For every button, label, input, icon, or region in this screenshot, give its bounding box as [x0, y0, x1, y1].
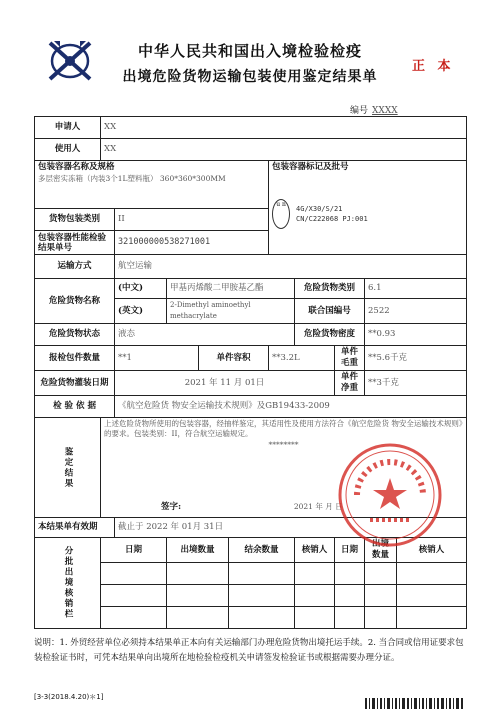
applicant-label: 申请人 — [35, 117, 101, 139]
gross-value: **5.6千克 — [365, 346, 467, 371]
net-label: 单件净重 — [335, 371, 365, 396]
container-name-cell — [35, 161, 269, 209]
barcode-icon — [365, 698, 465, 709]
col-verifier-2: 核销人 — [397, 538, 467, 563]
state-label: 危险货物状态 — [35, 324, 115, 346]
official-seal-icon — [335, 440, 445, 550]
basis-label: 检 验 依 据 — [35, 396, 115, 418]
shipment-label: 分批出境核销栏 — [35, 538, 101, 629]
pack-date-value: 2021 年 11 月 01日 — [115, 371, 335, 396]
original-copy-label: 正 本 — [412, 59, 455, 74]
goods-name-cn: 甲基丙烯酸二甲胺基乙酯 — [167, 279, 295, 299]
unit-vol-value: **3.2L — [269, 346, 335, 371]
pkg-class-label: 货物包装类别 — [35, 209, 115, 231]
goods-name-en: 2-Dimethyl aminoethyl methacrylate — [167, 299, 295, 324]
serial-number — [350, 103, 398, 116]
gross-label: 单件毛重 — [335, 346, 365, 371]
col-out-qty-1: 出境数量 — [167, 538, 229, 563]
valid-label: 本结果单有效期 — [35, 518, 115, 538]
density-value: **0.93 — [365, 324, 467, 346]
un-no-value: 2522 — [365, 299, 467, 324]
basis-value: 《航空危险货 物安全运输技术规则》及GB19433-2009 — [115, 396, 467, 418]
container-name-label: 包装容器名称及规格 — [38, 162, 115, 172]
container-mark-label: 包装容器标记及批号 — [272, 162, 349, 172]
mark-line-1: 4G/X30/S/21 — [296, 205, 343, 213]
col-balance-1: 结余数量 — [229, 538, 295, 563]
sign-date: 2021 年 月 日 — [293, 502, 343, 511]
col-date-2: 日期 — [335, 538, 365, 563]
document-title: 中华人民共和国出入境检验检疫 — [137, 42, 362, 60]
hazard-class-value: 6.1 — [365, 279, 467, 299]
unit-vol-label: 单件容积 — [199, 346, 269, 371]
document-subtitle: 出境危险货物运输包装使用鉴定结果单 — [122, 69, 378, 85]
sign-label: 签字: — [161, 502, 182, 512]
serial-label: 编号 — [350, 106, 369, 116]
un-no-label: 联合国编号 — [295, 299, 365, 324]
density-label: 危险货物密度 — [295, 324, 365, 346]
en-tag: (英文) — [115, 299, 167, 324]
transport-label: 运输方式 — [35, 255, 115, 279]
pack-date-label: 危险货物灌装日期 — [35, 371, 115, 396]
goods-name-label: 危险货物名称 — [35, 279, 115, 324]
form-code: [3-3(2018.4.20)＊1] — [34, 693, 104, 701]
net-value: **3千克 — [365, 371, 467, 396]
col-verifier-1: 核销人 — [295, 538, 335, 563]
container-name-value: 多层密实冻箱（内装3个1L塑料瓶） 360*360*300MM — [38, 174, 226, 183]
col-out-qty-2: 出境数量 — [365, 538, 397, 563]
container-mark-cell — [269, 161, 467, 255]
mark-line-2: CN/C222068 PJ:001 — [296, 215, 368, 223]
serial-value: XXXX — [372, 106, 398, 116]
transport-value: 航空运输 — [115, 255, 467, 279]
result-label: 鉴定结果 — [35, 418, 101, 518]
pkg-class-value: II — [115, 209, 269, 231]
col-date-1: 日期 — [101, 538, 167, 563]
un-packaging-symbol-icon: u n — [272, 199, 290, 229]
instructions-note: 说明：1. 外贸经营单位必须持本结果单正本向有关运输部门办理危险货物出境托运手续。2. 当合同或信用证要求包装检验证书时，可凭本结果单向出境所在地检验检疫机关申请签发检验证书或根据需要办理分证。 — [34, 638, 464, 663]
user-value: XX — [101, 139, 467, 161]
result-text: 上述危险货物所使用的包装容器，经抽样鉴定，其适用性及使用方法符合《航空危险货 物安全运输技术规则》的要求。包装类别：II，符合航空运输规定。 — [104, 419, 463, 438]
hazard-class-label: 危险货物类别 — [295, 279, 365, 299]
perf-cert-label: 包装容器性能检验结果单号 — [35, 231, 115, 255]
certificate-form — [34, 116, 467, 629]
result-stars: ******** — [268, 440, 299, 449]
user-label: 使用人 — [35, 139, 101, 161]
cn-tag: (中文) — [115, 279, 167, 299]
applicant-value: XX — [101, 117, 467, 139]
qty-label: 报检包件数量 — [35, 346, 115, 371]
perf-cert-value: 321000000538271001 — [115, 231, 269, 255]
state-value: 液态 — [115, 324, 295, 346]
valid-value: 截止于 2022 年 01月 31日 — [115, 518, 467, 538]
qty-value: **1 — [115, 346, 199, 371]
